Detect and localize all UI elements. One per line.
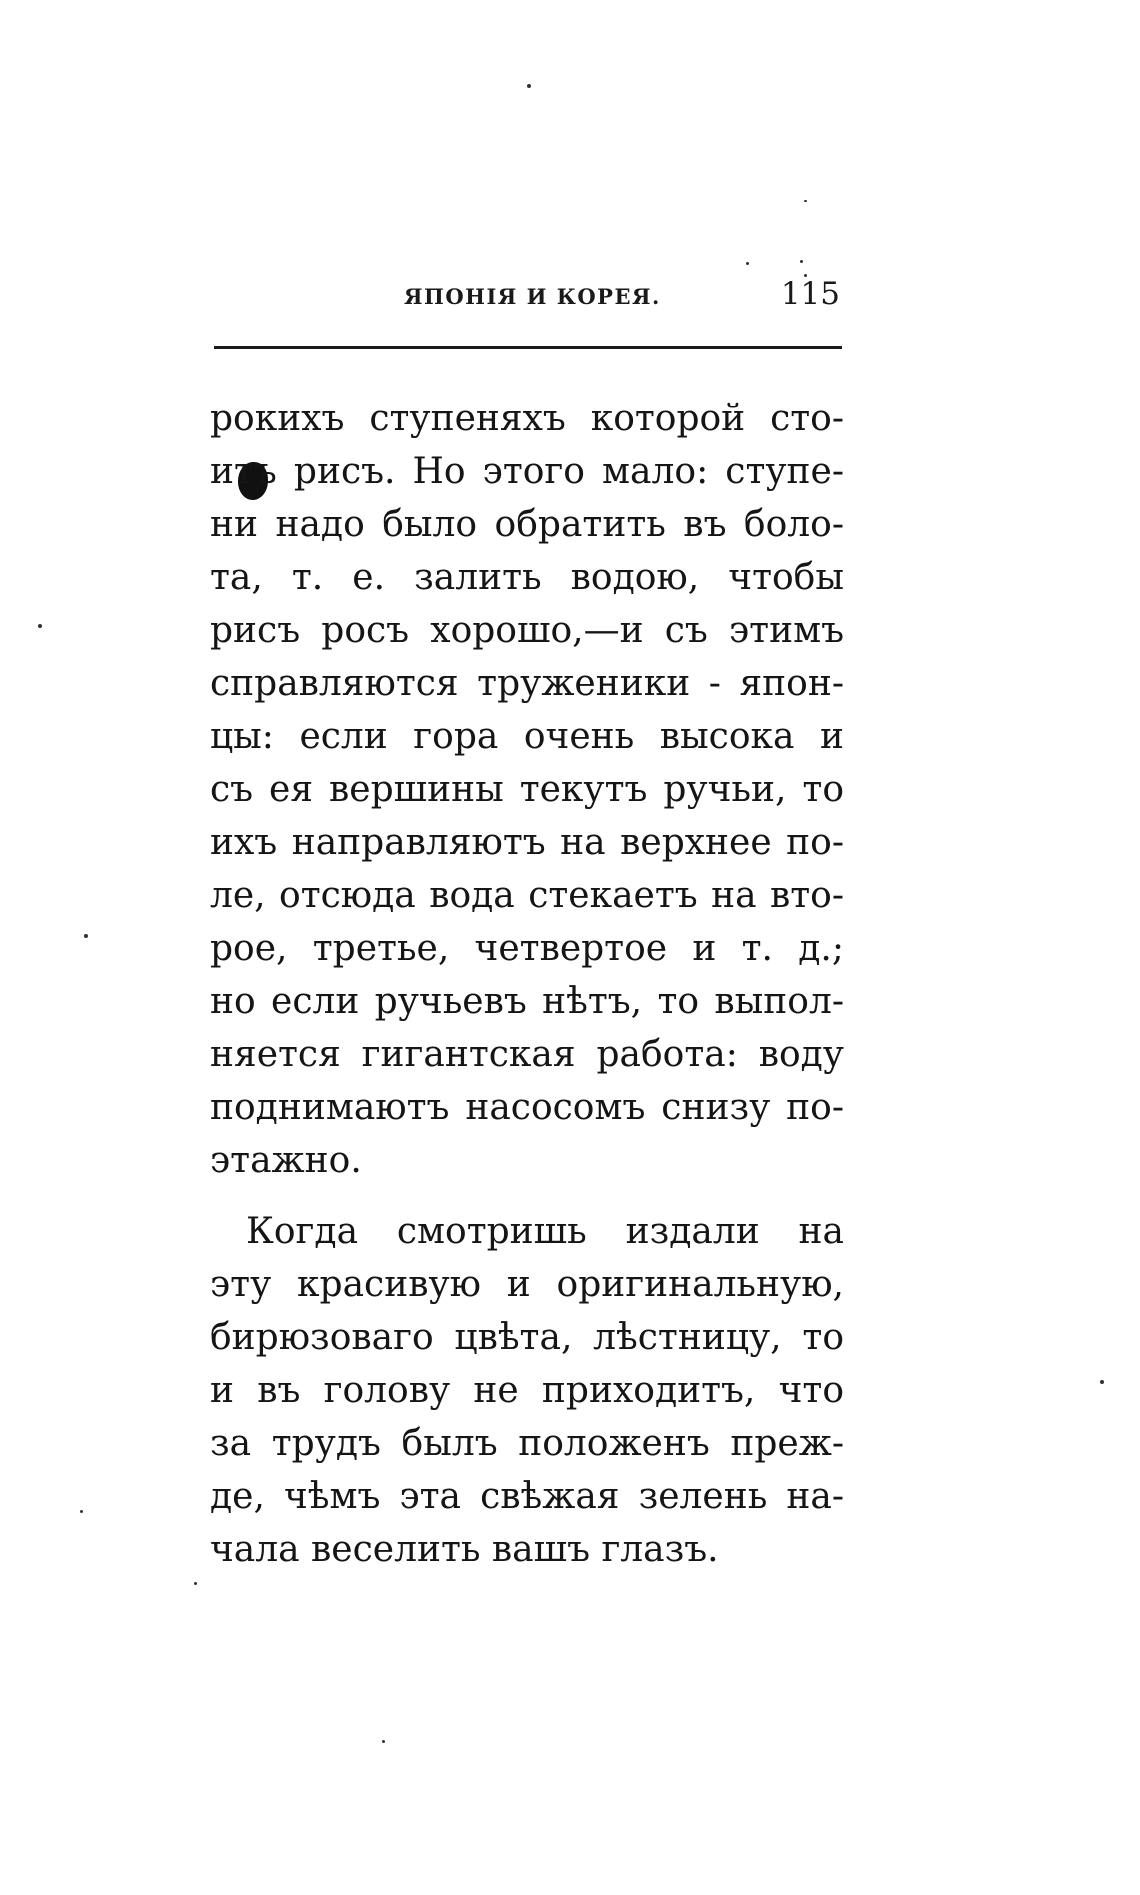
page-header	[214, 276, 842, 326]
print-speck	[382, 1740, 385, 1743]
print-speck	[80, 1510, 83, 1513]
header-rule	[214, 346, 842, 349]
paragraph	[210, 392, 844, 1187]
print-speck	[804, 200, 807, 202]
text-line: эту красивую и оригинальную,	[210, 1264, 844, 1305]
text-line: рокихъ ступеняхъ которой сто-	[210, 398, 844, 439]
text-line: де, чѣмъ эта свѣжая зелень на-	[210, 1476, 844, 1517]
text-line: за трудъ былъ положенъ преж-	[210, 1423, 844, 1464]
print-speck	[746, 262, 749, 265]
text-line: поднимаютъ насосомъ снизу по-	[210, 1087, 844, 1128]
print-speck	[527, 84, 531, 88]
print-speck	[84, 934, 88, 938]
text-line: чала веселить вашъ глазъ.	[210, 1529, 719, 1570]
paragraph	[210, 1205, 844, 1576]
page-number: 115	[780, 276, 840, 312]
body-text	[210, 392, 844, 1576]
text-line: этажно.	[210, 1140, 362, 1181]
text-line: рисъ росъ хорошо,—и съ этимъ	[210, 610, 844, 651]
print-speck	[194, 1582, 197, 1585]
text-line: цы: если гора очень высока и	[210, 716, 844, 757]
text-line: ни надо было обратить въ боло-	[210, 504, 844, 545]
text-line: ле, отсюда вода стекаетъ на вто-	[210, 875, 844, 916]
text-line: та, т. е. залить водою, чтобы	[210, 557, 844, 598]
text-line: и въ голову не приходитъ, что	[210, 1370, 844, 1411]
print-speck	[800, 260, 803, 263]
text-line: справляются труженики - япон-	[210, 663, 844, 704]
text-line: съ ея вершины текутъ ручьи, то	[210, 769, 844, 810]
print-speck	[38, 624, 42, 628]
print-speck	[1100, 1380, 1104, 1384]
text-line: бирюзоваго цвѣта, лѣстницу, то	[210, 1317, 844, 1358]
text-line: няется гигантская работа: воду	[210, 1034, 844, 1075]
text-line: рое, третье, четвертое и т. д.;	[210, 928, 844, 969]
text-line: но если ручьевъ нѣтъ, то выпол-	[210, 981, 844, 1022]
text-line: ихъ направляютъ на верхнее по-	[210, 822, 844, 863]
text-line: итъ рисъ. Но этого мало: ступе-	[210, 451, 844, 492]
text-line: Когда смотришь издали на	[246, 1211, 844, 1252]
running-title: ЯПОНІЯ И КОРЕЯ.	[404, 284, 661, 309]
